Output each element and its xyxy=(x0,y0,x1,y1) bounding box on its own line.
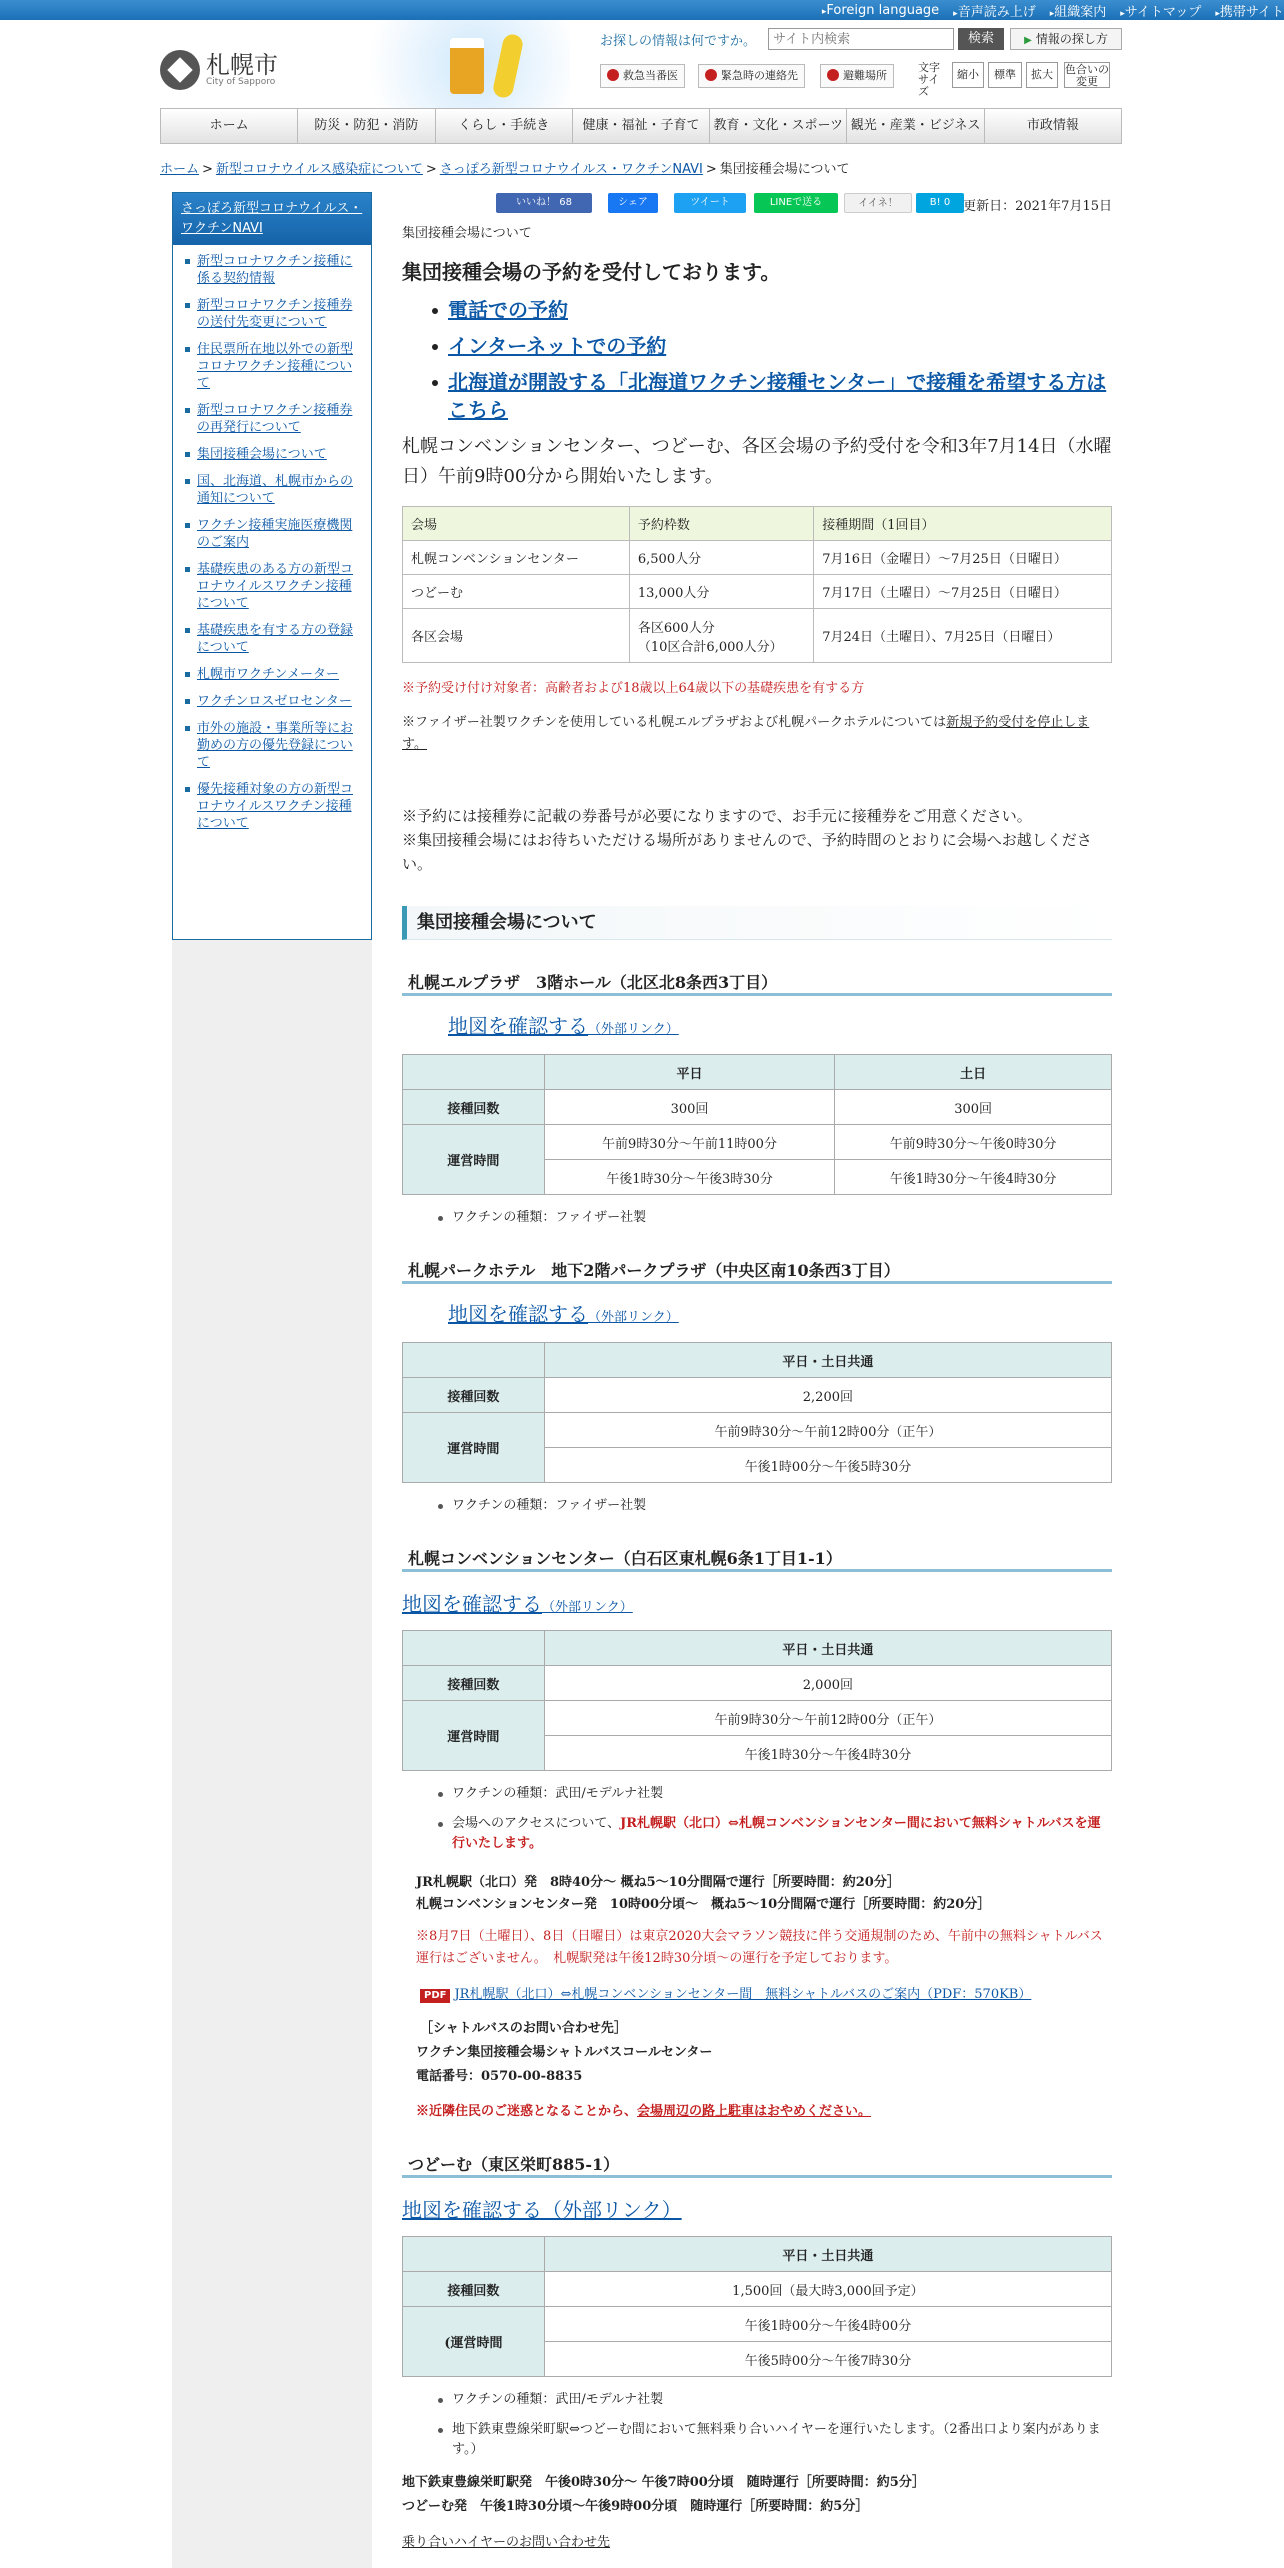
parkhotel-map-link[interactable] xyxy=(448,1298,679,1327)
breadcrumb xyxy=(160,158,850,177)
top-utility-links xyxy=(822,0,1284,20)
facebook-share-button[interactable]: シェア xyxy=(608,193,658,213)
table-cell: 午後1時00分～午後4時00分 xyxy=(544,2307,1111,2342)
parking-link[interactable]: 会場周辺の路上駐車はおやめください。 xyxy=(637,2104,872,2119)
row-label: 運営時間 xyxy=(403,1125,545,1195)
logo-subtext: City of Sapporo xyxy=(206,77,276,87)
sidebar-link[interactable]: 基礎疾患のある方の新型コロナウイルスワクチン接種について xyxy=(197,562,354,611)
row-label: 接種回数 xyxy=(403,2272,545,2307)
table-cell: 午前9時30分～午前11時00分 xyxy=(544,1125,834,1160)
table-header-empty xyxy=(403,1631,545,1666)
updated-date: 更新日：2021年7月15日 xyxy=(963,199,1112,214)
sidebar-link[interactable]: 国、北海道、札幌市からの通知について xyxy=(197,474,354,506)
table-row xyxy=(403,609,1112,663)
facebook-like-button[interactable]: いいね！ 68 xyxy=(496,193,592,213)
page-heading: 集団接種会場の予約を受付しております。 xyxy=(402,260,781,284)
sidebar-link[interactable]: ワクチン接種実施医療機関のご案内 xyxy=(197,518,353,550)
row-label: 接種回数 xyxy=(403,1090,545,1125)
sidebar-link[interactable]: 新型コロナワクチン接種券の送付先変更について xyxy=(197,298,353,330)
wait-note: ※集団接種会場にはお待ちいただける場所がありませんので、予約時間のとおりに会場へお越しください。 xyxy=(402,831,1092,873)
breadcrumb-separator: > xyxy=(202,162,213,177)
sidebar-link[interactable]: 集団接種会場について xyxy=(197,447,327,462)
sidebar-link[interactable]: ワクチンロスゼロセンター xyxy=(197,694,352,709)
row-label: 運営時間 xyxy=(403,1413,545,1483)
table-cell: 午後5時00分～午後7時30分 xyxy=(544,2342,1111,2377)
cell-line: 各区600人分 xyxy=(637,620,715,636)
table-row xyxy=(403,2272,1112,2307)
tsudome-hire: 地下鉄東豊線栄町駅⇔つどーむ間において無料乗り合いハイヤーを運行いたします。（2番出口より案内があります。） xyxy=(452,2420,1112,2460)
shuttle-schedule-1: JR札幌駅（北口）発 8時40分～ 概ね5～10分間隔で運行［所要時間：約20分］ xyxy=(416,1875,900,1890)
pdf-icon: PDF xyxy=(420,1989,450,2003)
emergency-doctor-label: 救急当番医 xyxy=(623,69,678,82)
tweet-button[interactable]: ツイート xyxy=(674,193,746,213)
tsudome-heading: つどーむ（東区栄町885-1） xyxy=(402,2148,1112,2178)
sidebar-item xyxy=(181,297,363,331)
table-header: 平日・土日共通 xyxy=(544,1631,1111,1666)
site-logo[interactable] xyxy=(160,40,300,100)
emergency-contact-button[interactable] xyxy=(698,64,805,88)
tsudome-map-link[interactable] xyxy=(402,2194,682,2223)
table-header: 土日 xyxy=(835,1055,1112,1090)
elplaza-table-wrap xyxy=(402,1054,1112,1195)
table-cell: 1,500回（最大時3,000回予定） xyxy=(544,2272,1111,2307)
table-cell: 午後1時30分～午後3時30分 xyxy=(544,1160,834,1195)
table-header-empty xyxy=(403,1055,545,1090)
row-label: 接種回数 xyxy=(403,1378,545,1413)
contact-name: ワクチン集団接種会場シャトルバスコールセンター xyxy=(416,2045,713,2060)
table-cell: 7月24日（土曜日）、7月25日（日曜日） xyxy=(814,609,1112,663)
find-info-button[interactable] xyxy=(1010,28,1122,50)
shuttle-pdf xyxy=(420,1984,1112,2006)
convention-access xyxy=(452,1814,1112,1854)
table-cell: 7月17日（土曜日）～7月25日（日曜日） xyxy=(814,575,1112,609)
nav-living[interactable]: くらし・手続き xyxy=(436,109,573,143)
sidebar-item xyxy=(181,781,363,832)
evacuation-label: 避難場所 xyxy=(843,69,887,82)
access-text: 会場へのアクセスについて、 xyxy=(452,1816,621,1831)
elplaza-heading: 札幌エルプラザ 3階ホール（北区北8条西3丁目） xyxy=(402,966,1112,996)
table-cell: 2,200回 xyxy=(544,1378,1111,1413)
breadcrumb-vaccine-navi[interactable]: さっぽろ新型コロナウイルス・ワクチンNAVI xyxy=(439,162,703,177)
list-item xyxy=(448,296,1112,324)
table-cell: 300回 xyxy=(835,1090,1112,1125)
site-search-input[interactable] xyxy=(768,28,954,50)
nav-health[interactable]: 健康・福祉・子育て xyxy=(573,109,710,143)
shuttle-pdf-link[interactable]: JR札幌駅（北口）⇔札幌コンベンションセンター間 無料シャトルバスのご案内（PDF：570KB） xyxy=(454,1987,1032,2002)
nav-home[interactable]: ホーム xyxy=(161,109,298,143)
table-row xyxy=(403,1701,1112,1736)
tsudome-table-wrap xyxy=(402,2236,1112,2377)
intro-text: 札幌コンベンションセンター、つどーむ、各区会場の予約受付を令和3年7月14日（水曜日）午前9時00分から開始いたします。 xyxy=(402,436,1112,487)
marathon-note: ※8月7日（土曜日）、8日（日曜日）は東京2020大会マラソン競技に伴う交通規制のため、午前中の無料シャトルバス運行はございません。 札幌駅発は午後12時30分頃～の運行を予定しております。 xyxy=(416,1929,1103,1966)
breadcrumb-current: 集団接種会場について xyxy=(719,162,850,177)
emergency-doctor-button[interactable] xyxy=(600,64,685,88)
sidebar-item xyxy=(181,253,363,287)
convention-table xyxy=(402,1630,1112,1771)
sidebar-item xyxy=(181,402,363,436)
evacuation-button[interactable] xyxy=(820,64,894,88)
table-cell: 6,500人分 xyxy=(629,541,813,575)
breadcrumb-covid[interactable]: 新型コロナウイルス感染症について xyxy=(215,162,423,177)
table-header: 平日・土日共通 xyxy=(544,1343,1111,1378)
social-bar xyxy=(402,193,1112,215)
venue-table xyxy=(402,506,1112,663)
contact-tel: 電話番号：0570-00-8835 xyxy=(416,2069,583,2084)
sidebar-item xyxy=(181,622,363,656)
parking-text: ※近隣住民のご迷惑となることから、 xyxy=(416,2104,638,2119)
sidebar-item xyxy=(181,693,363,710)
line-button[interactable]: LINEで送る xyxy=(754,193,838,213)
mobile-site-link[interactable]: ▸ 携帯サイト xyxy=(1215,1,1284,20)
row-label: (運営時間 xyxy=(403,2307,545,2377)
find-info-label: 情報の探し方 xyxy=(1035,32,1108,46)
table-cell: 2,000回 xyxy=(544,1666,1111,1701)
hire-schedule-2: つどーむ発 午後1時30分頃～午後9時00分頃 随時運行［所要時間：約5分］ xyxy=(402,2499,869,2514)
sidebar-item xyxy=(181,446,363,463)
sapporo-emblem-icon xyxy=(160,50,200,90)
emergency-contact-label: 緊急時の連絡先 xyxy=(721,69,798,82)
table-row xyxy=(403,1413,1112,1448)
map-link-text[interactable]: 地図を確認する（外部リンク） xyxy=(402,2198,682,2222)
list-item xyxy=(448,332,1112,360)
sidebar-link[interactable]: 新型コロナワクチン接種券の再発行について xyxy=(197,403,353,435)
hire-contact-link[interactable]: 乗り合いハイヤーのお問い合わせ先 xyxy=(402,2535,611,2550)
sidebar-link[interactable]: 新型コロナワクチン接種に係る契約情報 xyxy=(197,254,353,286)
external-link-label[interactable]: （外部リンク） xyxy=(588,1022,679,1037)
read-aloud-link[interactable]: ▸ 音声読み上げ xyxy=(953,1,1036,20)
text-size-small-button[interactable]: 縮小 xyxy=(952,62,984,88)
convention-vaccine: ワクチンの種類：武田/モデルナ社製 xyxy=(452,1784,663,1804)
nav-tourism[interactable]: 観光・産業・ビジネス xyxy=(847,109,984,143)
target-note: ※予約受け付け対象者：高齢者および18歳以上64歳以下の基礎疾患を有する方 xyxy=(402,681,865,696)
table-cell: 札幌コンベンションセンター xyxy=(403,541,630,575)
table-cell: 午後1時30分～午後4時30分 xyxy=(544,1736,1111,1771)
logo-text: 札幌市 xyxy=(206,51,278,79)
convention-table-wrap xyxy=(402,1630,1112,1771)
sidebar xyxy=(172,192,372,940)
sidebar-link[interactable]: 住民票所在地以外での新型コロナワクチン接種について xyxy=(197,342,354,391)
hatena-button[interactable]: B! 0 xyxy=(916,193,964,213)
sidebar-item xyxy=(181,517,363,551)
external-link-label[interactable]: （外部リンク） xyxy=(588,1310,679,1325)
evacuation-icon xyxy=(827,69,839,81)
table-row xyxy=(403,1666,1112,1701)
table-header: 会場 xyxy=(403,507,630,541)
table-cell xyxy=(629,609,813,663)
table-row xyxy=(403,1125,1112,1160)
search-question: お探しの情報は何ですか。 xyxy=(600,34,757,49)
search-button[interactable]: 検索 xyxy=(958,28,1004,50)
ticket-note: ※予約には接種券に記載の券番号が必要になりますので、お手元に接種券をご用意ください。 xyxy=(402,807,1032,825)
elplaza-table xyxy=(402,1054,1112,1195)
site-header xyxy=(160,20,1122,108)
stop-reservation-link[interactable]: 新規予約受付を停止します。 xyxy=(402,715,1090,752)
table-cell: 各区会場 xyxy=(403,609,630,663)
access-red-text: JR札幌駅（北口）⇔札幌コンベンションセンター間において無料シャトルバスを運行いたします。 xyxy=(452,1816,1101,1851)
sidebar-link[interactable]: 優先接種対象の方の新型コロナウイルスワクチン接種について xyxy=(197,782,354,831)
table-header: 接種期間（1回目） xyxy=(814,507,1112,541)
internet-reservation-link[interactable]: インターネットでの予約 xyxy=(448,334,667,358)
organization-link[interactable]: ▸ 組織案内 xyxy=(1050,1,1107,20)
sidebar-link[interactable]: 基礎疾患を有する方の登録について xyxy=(197,623,354,655)
reservation-links xyxy=(448,296,1112,432)
elplaza-vaccine: ワクチンの種類：ファイザー社製 xyxy=(452,1208,646,1228)
phone-icon xyxy=(705,69,717,81)
cell-line: （10区合計6,000人分） xyxy=(637,639,783,655)
table-header: 平日 xyxy=(544,1055,834,1090)
text-size-label: 文字サイズ xyxy=(918,61,940,98)
map-link-text[interactable]: 地図を確認する xyxy=(448,1302,588,1326)
hire-schedule-1: 地下鉄東豊線栄町駅発 午後0時30分～ 午後7時00分頃 随時運行［所要時間：約5分］ xyxy=(402,2475,925,2490)
table-cell: 13,000人分 xyxy=(629,575,813,609)
table-header-row xyxy=(403,2237,1112,2272)
tsudome-vaccine: ワクチンの種類：武田/モデルナ社製 xyxy=(452,2390,663,2410)
convention-map-link[interactable] xyxy=(402,1588,633,1617)
tsudome-table xyxy=(402,2236,1112,2377)
sidebar-item xyxy=(181,473,363,507)
table-cell: 午前9時30分～午後0時30分 xyxy=(835,1125,1112,1160)
table-cell: 300回 xyxy=(544,1090,834,1125)
sidebar-item xyxy=(181,666,363,683)
row-label: 運営時間 xyxy=(403,1701,545,1771)
table-cell: 7月16日（金曜日）～7月25日（日曜日） xyxy=(814,541,1112,575)
table-cell: 午後1時00分～午後5時30分 xyxy=(544,1448,1111,1483)
table-row xyxy=(403,2307,1112,2342)
table-header-row xyxy=(403,1631,1112,1666)
nav-municipal[interactable]: 市政情報 xyxy=(1026,118,1079,133)
sidebar-title xyxy=(173,193,371,245)
map-link-text[interactable]: 地図を確認する xyxy=(448,1014,588,1038)
parkhotel-table xyxy=(402,1342,1112,1483)
pfizer-note-text: ※ファイザー社製ワクチンを使用している札幌エルプラザおよび札幌パークホテルについては xyxy=(402,715,947,730)
sidebar-background xyxy=(172,940,372,2568)
text-size-large-button[interactable]: 拡大 xyxy=(1026,62,1058,88)
venue-table-wrap xyxy=(402,506,1112,663)
sidebar-item xyxy=(181,720,363,771)
color-change-button[interactable]: 色合いの変更 xyxy=(1065,63,1109,88)
text-size-normal-button[interactable]: 標準 xyxy=(988,62,1022,88)
hokkaido-center-link[interactable]: 北海道が開設する「北海道ワクチン接種センター」で接種を希望する方はこちら xyxy=(448,370,1107,422)
nav-education[interactable]: 教育・文化・スポーツ xyxy=(710,109,847,143)
table-cell: 午前9時30分～午前12時00分（正午） xyxy=(544,1701,1111,1736)
foreign-language-link[interactable]: ▸ Foreign language xyxy=(822,3,939,18)
table-header-row xyxy=(403,507,1112,541)
sidebar-item xyxy=(181,561,363,612)
table-cell: 午後1時30分～午後4時30分 xyxy=(835,1160,1112,1195)
row-label: 接種回数 xyxy=(403,1666,545,1701)
table-row xyxy=(403,1378,1112,1413)
elplaza-map-link[interactable] xyxy=(448,1010,679,1039)
sidebar-link[interactable]: 市外の施設・事業所等にお勤めの方の優先登録について xyxy=(197,721,354,770)
page-title-small: 集団接種会場について xyxy=(402,226,532,241)
table-row xyxy=(403,575,1112,609)
breadcrumb-separator: > xyxy=(705,162,717,177)
pfizer-note xyxy=(402,712,1112,756)
table-header-row xyxy=(403,1343,1112,1378)
sitemap-link[interactable]: ▸ サイトマップ xyxy=(1120,1,1201,20)
global-navigation xyxy=(160,108,1122,144)
hire-contact xyxy=(402,2532,1112,2554)
breadcrumb-separator: > xyxy=(425,162,437,177)
sidebar-title-link[interactable]: さっぽろ新型コロナウイルス・ワクチンNAVI xyxy=(181,201,363,236)
section-heading: 集団接種会場について xyxy=(402,906,1112,940)
parkhotel-vaccine: ワクチンの種類：ファイザー社製 xyxy=(452,1496,646,1516)
table-header-empty xyxy=(403,2237,545,2272)
beer-illustration xyxy=(450,38,484,94)
table-header: 予約枠数 xyxy=(629,507,813,541)
external-link-label[interactable]: （外部リンク） xyxy=(542,1600,633,1615)
parkhotel-table-wrap xyxy=(402,1342,1112,1483)
table-header-row xyxy=(403,1055,1112,1090)
sidebar-item xyxy=(181,341,363,392)
parking-note xyxy=(416,2101,1112,2123)
phone-reservation-link[interactable]: 電話での予約 xyxy=(448,298,568,322)
table-header-empty xyxy=(403,1343,545,1378)
sidebar-list xyxy=(173,245,371,832)
table-cell: つどーむ xyxy=(403,575,630,609)
sidebar-link[interactable]: 札幌市ワクチンメーター xyxy=(197,667,339,682)
contact-title: ［シャトルバスのお問い合わせ先］ xyxy=(420,2021,627,2036)
table-cell: 午前9時30分～午前12時00分（正午） xyxy=(544,1413,1111,1448)
breadcrumb-home[interactable]: ホーム xyxy=(160,162,200,177)
table-row xyxy=(403,541,1112,575)
convention-heading: 札幌コンベンションセンター（白石区東札幌6条1丁目1-1） xyxy=(402,1542,1112,1572)
parkhotel-heading: 札幌パークホテル 地下2階パークプラザ（中央区南10条西3丁目） xyxy=(402,1254,1112,1284)
list-item xyxy=(448,368,1112,424)
emergency-icon xyxy=(607,69,619,81)
nav-safety[interactable]: 防災・防犯・消防 xyxy=(298,109,435,143)
shuttle-schedule-2: 札幌コンベンションセンター発 10時00分頃～ 概ね5～10分間隔で運行［所要時間：約20分］ xyxy=(416,1897,991,1912)
map-link-text[interactable]: 地図を確認する xyxy=(402,1592,542,1616)
table-header: 平日・土日共通 xyxy=(544,2237,1111,2272)
mixi-button[interactable]: イイネ！ xyxy=(844,193,912,213)
table-row xyxy=(403,1090,1112,1125)
